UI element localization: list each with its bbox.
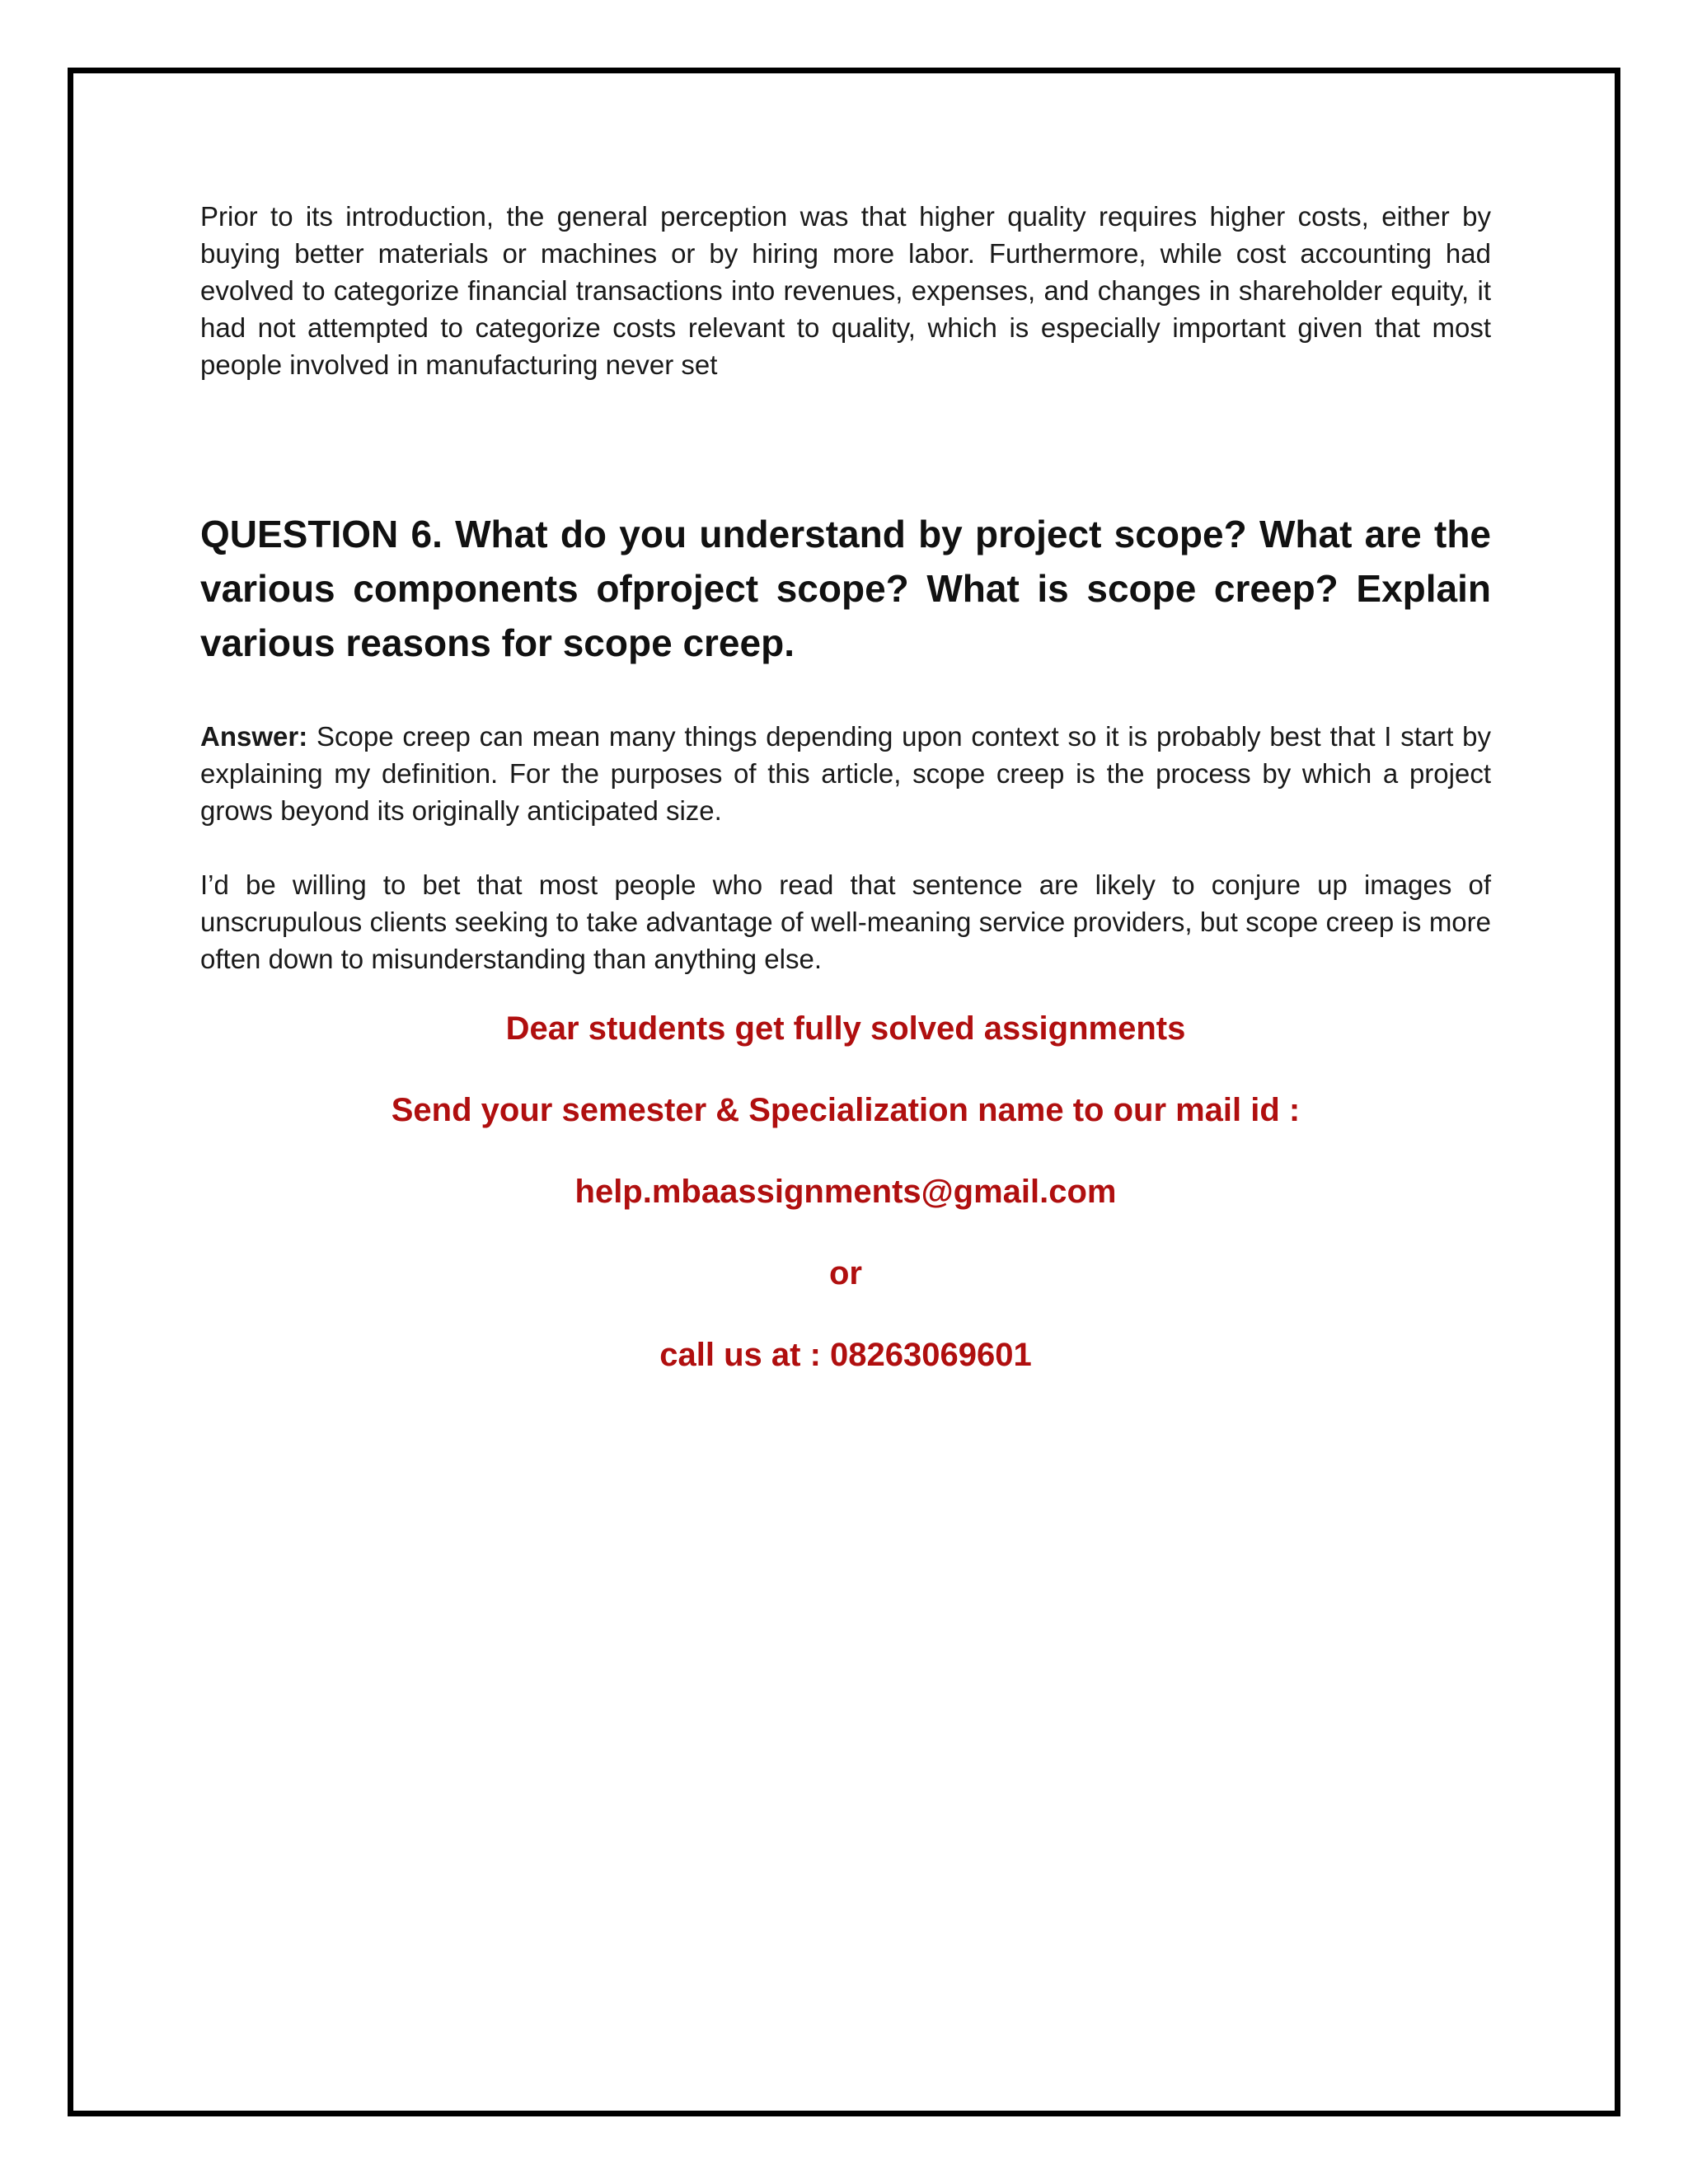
answer-paragraph <box>200 718 1491 829</box>
answer-label: Answer: <box>200 721 308 752</box>
document-content <box>200 198 1491 1417</box>
promo-phone: call us at : 08263069601 <box>659 1337 1032 1373</box>
promo-line-2: Send your semester & Specialization name to our mail id : <box>391 1092 1301 1128</box>
answer-text: Scope creep can mean many things depending upon context so it is probably best that I start by explaining my definition. For the purposes of this article, scope creep is the process by which a project grows beyond its originally anticipated size. <box>200 721 1492 826</box>
second-paragraph: I’d be willing to bet that most people who read that sentence are likely to conjure up images of unscrupulous clients seeking to take advantage of well-meaning service providers, but scope creep is more often down to misunderstanding than anything else. <box>200 869 1491 974</box>
promo-email[interactable]: help.mbaassignments@gmail.com <box>574 1174 1117 1210</box>
promo-block <box>200 1009 1491 1375</box>
promo-or: or <box>829 1255 862 1291</box>
intro-paragraph: Prior to its introduction, the general perception was that higher quality requires higher costs, either by buying better materials or machines or by hiring more labor. Furthermore, while cost accounting had evolved to categorize financial transactions into revenues, expenses, and changes in shareholder equity, it had not attempted to categorize costs relevant to quality, which is especially important given that most people involved in manufacturing never set <box>200 201 1491 380</box>
question-heading: QUESTION 6. What do you understand by project scope? What are the various components ofproject scope? What is scope creep? Explain various reasons for scope creep. <box>200 513 1491 664</box>
promo-line-1: Dear students get fully solved assignments <box>505 1010 1186 1047</box>
